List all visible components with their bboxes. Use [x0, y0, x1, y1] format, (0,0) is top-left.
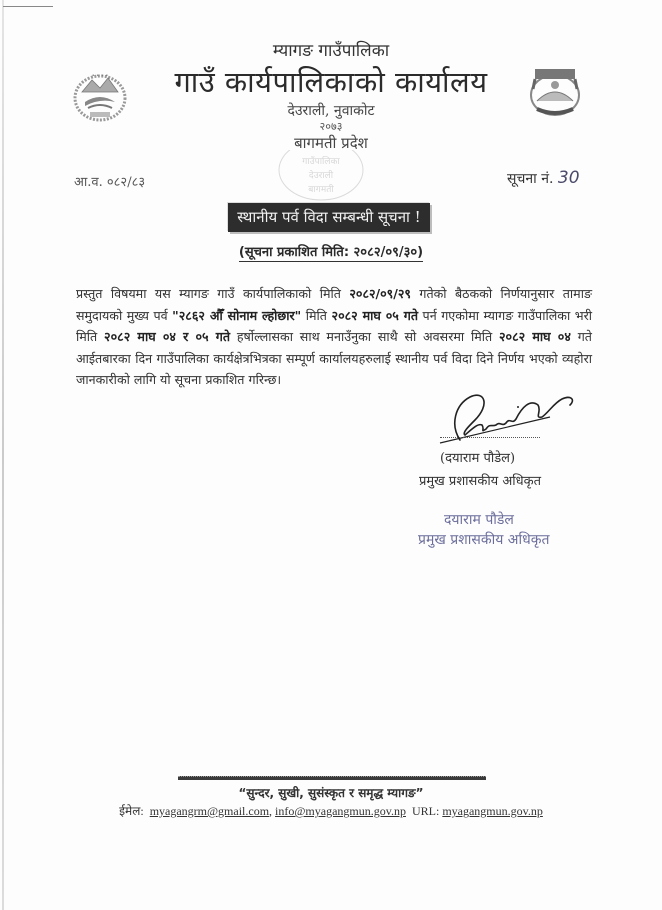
svg-text:• • • •: • • • •	[91, 73, 109, 79]
office-seal-watermark	[276, 150, 366, 205]
stamp-name: दयाराम पौडेल	[444, 512, 514, 528]
notice-number-label: सूचना नं.	[507, 171, 554, 187]
notice-title: स्थानीय पर्व विदा सम्बन्धी सूचना !	[228, 203, 430, 232]
established-year: २०७३	[319, 120, 343, 133]
website-link[interactable]: myagangmun.gov.np	[442, 804, 543, 818]
footer-motto: “सुन्दर, सुखी, सुसंस्कृत र समृद्ध म्यागङ”	[238, 786, 424, 800]
stamp-title: प्रमुख प्रशासकीय अधिकृत	[418, 532, 550, 548]
signature-line	[440, 437, 540, 438]
body-text-segment: गते आईतबारका दिन गाउँपालिका कार्यक्षेत्रभित्रका सम्पूर्ण कार्यालयहरुलाई स्थानीय पर्व विदा दिने निर्णय भएको व्यहोरा जानकारीको लागि यो सूचना प्रकाशित गरिन्छ।	[76, 329, 592, 387]
province-name: बागमती प्रदेश	[294, 134, 368, 152]
festival-date: २०८२ माघ ०५ गते	[331, 307, 419, 323]
scan-edge-top	[3, 6, 53, 7]
svg-text:देउराली: देउराली	[308, 171, 334, 181]
body-text-segment: गतेको बैठकको निर्णयानुसार तामाङ समुदायको मुख्य पर्व	[76, 286, 592, 323]
footer-divider	[178, 776, 486, 780]
notice-number	[507, 168, 580, 188]
body-text-segment: हर्षोल्लासका साथ मनाउँनुका साथै सो अवसरमा मिति	[230, 329, 499, 344]
email-link-info[interactable]: info@myagangmun.gov.np	[275, 804, 406, 818]
body-text-segment: मिति	[301, 307, 332, 323]
holiday-date: २०८२ माघ ०४	[498, 329, 571, 344]
svg-text:गाउँपालिका: गाउँपालिका	[302, 157, 340, 167]
url-label: URL:	[411, 804, 440, 818]
signatory-title: प्रमुख प्रशासकीय अधिकृत	[419, 474, 542, 489]
meeting-date: २०८२/०९/२९	[349, 286, 411, 301]
municipality-logo-icon	[525, 63, 585, 119]
body-text-segment: प्रस्तुत विषयमा यस म्यागङ गाउँ कार्यपालिकाको मिति	[76, 286, 350, 301]
festival-name: "२८६२ औँ सोनाम ल्होछार"	[172, 307, 302, 323]
celebration-dates: २०८२ माघ ०४ र ०५ गते	[104, 329, 231, 344]
notice-number-value: 30	[557, 168, 580, 188]
fiscal-year: आ.व. ०८२/८३	[74, 175, 146, 190]
office-address: देउराली, नुवाकोट	[287, 103, 375, 119]
municipality-name: म्यागङ गाउँपालिका	[272, 41, 390, 61]
svg-text:बागमती: बागमती	[308, 185, 334, 195]
notice-body	[76, 283, 592, 391]
email-label: ईमेल:	[119, 804, 144, 818]
body-text-segment: पर्न गएकोमा म्यागङ गाउँपालिका भरी मिति	[76, 307, 592, 344]
signatory-name: (दयाराम पौडेल)	[440, 451, 516, 466]
footer-contact: ईमेल: myagangrm@gmail.com, info@myagangmun.gov.np URL: myagangmun.gov.np	[119, 804, 543, 818]
signature-image	[430, 385, 580, 445]
email-link-primary[interactable]: myagangrm@gmail.com	[149, 804, 270, 818]
office-name: गाउँ कार्यपालिकाको कार्यालय	[174, 65, 488, 99]
published-date-text: (सूचना प्रकाशित मिति: २०८२/०९/३०)	[238, 245, 424, 260]
published-date	[0, 242, 662, 260]
